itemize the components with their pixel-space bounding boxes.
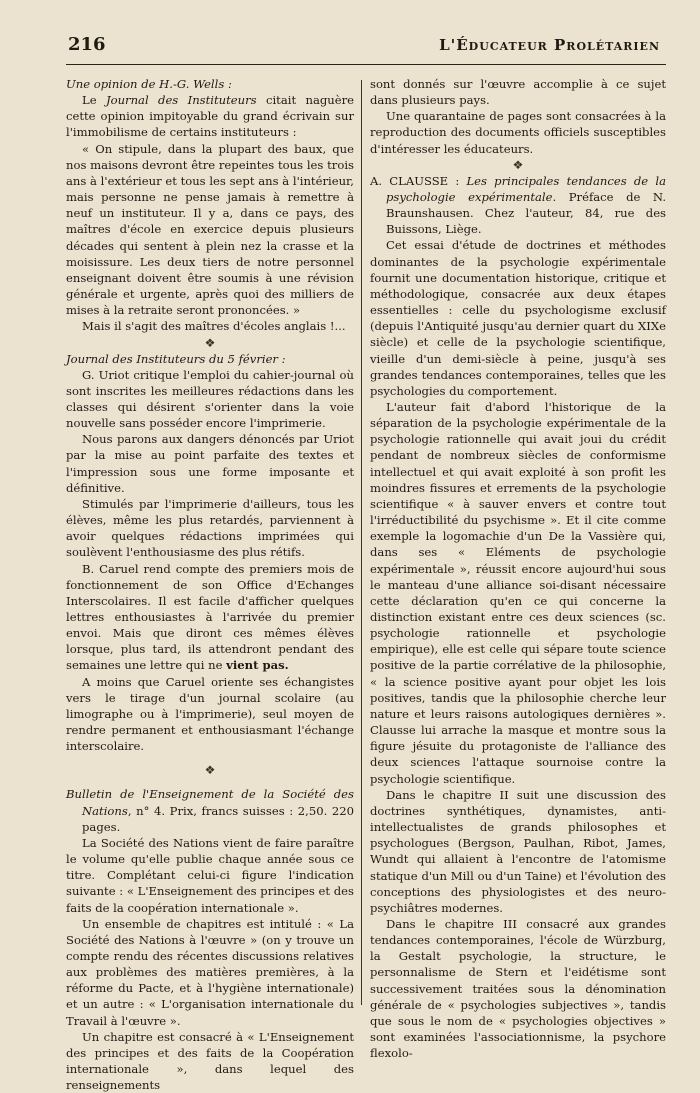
journal-title: Journal des Instituteurs — [105, 93, 257, 108]
paragraph: Dans le chapitre II suit une discussion des doctrines synthétiques, dynamistes, anti-intellectualistes de grands philosophes et psychologues (Bergson, Paulhan, Ribot, James, Wundt qui allaient à l'encontre de l'atomisme statique d'un Mill ou d'un Taine) et l'évolution des conceptions des physiologistes et des neuro-psychiâtres modernes. — [370, 787, 666, 915]
text: . Préface de N. Braunshausen. Chez l'auteur, 84, rue des Buissons, Liège. — [386, 189, 666, 237]
bulletin-title: Bulletin de l'Enseignement de la Société des Nations — [66, 787, 354, 818]
page-header — [66, 30, 666, 65]
book-title: Les principales tendances de la psychologie expérimentale — [386, 173, 666, 204]
paragraph: La Société des Nations vient de faire paraître le volume qu'elle publie chaque année sous ce titre. Complétant celui-ci figure l'indication suivante : « L'Enseignement des principes et des faits de la coopération internationale ». — [66, 835, 354, 915]
left-column — [66, 76, 355, 1093]
paragraph: sont donnés sur l'œuvre accomplie à ce sujet dans plusieurs pays. — [370, 77, 666, 108]
ornament-icon: ❖ — [512, 157, 524, 172]
running-title: L'Éducateur Prolétarien — [439, 36, 660, 54]
paragraph — [66, 561, 354, 674]
paragraph: Un chapitre est consacré à « L'Enseignement des principes et des faits de la Coopération internationale », dans lequel des renseignements — [66, 1029, 354, 1093]
clausse-reference — [370, 173, 666, 238]
ornament-icon: ❖ — [204, 335, 216, 350]
paragraph: Une quarantaine de pages sont consacrées à la reproduction des documents officiels susceptibles d'intéresser les éducateurs. — [370, 109, 666, 156]
page-number: 216 — [68, 34, 106, 55]
spacer — [66, 754, 354, 762]
paragraph: G. Uriot critique l'emploi du cahier-journal où sont inscrites les meilleures rédactions dans les classes qui désirent s'orienter dans la voie nouvelle sans posséder encore l'imprimerie. — [66, 367, 354, 431]
paragraph: A moins que Caruel oriente ses échangistes vers le tirage d'un journal scolaire (au limographe ou à l'imprimerie), seul moyen de rendre permanent et enthousiasmant l'échange interscolaire. — [66, 674, 354, 754]
right-column — [370, 76, 666, 1061]
paragraph: Dans le chapitre III consacré aux grandes tendances contemporaines, l'école de Würzburg, la Gestalt psychologie, la structure, le personnalisme de Stern et l'eidétisme sont successivement traitées sous la dénomination générale de « psychologies subjectives », tandis que sous le nom de « psychologies objectives » sont examinées l'associationnisme, la psychore flexolo- — [370, 916, 666, 1061]
paragraph — [66, 92, 354, 140]
text: citait naguère cette opinion impitoyable du grand écrivain sur l'immobilisme de certains instituteurs : — [66, 93, 355, 140]
text: B. Caruel rend compte des premiers mois de fonctionnement de son Office d'Echanges Interscolaires. Il est facile d'afficher quelques lettres enthousiastes à l'arrivée du premier envoi. Mais que diront ces mêmes élèves lorsque, plus tard, ils attendront pendant des semaines une lettre qui ne — [66, 561, 354, 673]
emphasis: vient pas. — [226, 658, 289, 673]
text: , n° 4. Prix, francs suisses : 2,50. 220 pages. — [82, 803, 354, 834]
paragraph: Un ensemble de chapitres est intitulé : « La Société des Nations à l'œuvre » (on y trouve un compte rendu des récentes discussions relatives aux problèmes des matières premières, à la réforme du Pacte, et à l'hygiène internationale) et un autre : « L'organisation internationale du Travail à l'œuvre ». — [66, 916, 354, 1028]
text: Le — [82, 93, 106, 108]
column-divider — [361, 80, 362, 1005]
paragraph: Nous parons aux dangers dénoncés par Uriot par la mise au point parfaite des textes et l'impression sous une forme imposante et définitive. — [66, 432, 354, 495]
ornament-icon: ❖ — [204, 763, 216, 778]
author: A. CLAUSSE : — [370, 173, 467, 188]
paragraph: Stimulés par l'imprimerie d'ailleurs, tous les élèves, même les plus retardés, parviennent à avoir quelques rédactions imprimées qui soulèvent l'enthousiasme des plus rétifs. — [66, 496, 354, 560]
bulletin-reference — [66, 786, 354, 834]
paragraph: L'auteur fait d'abord l'historique de la séparation de la psychologie expérimentale de la psychologie rationnelle qui avait joui du crédit pendant de nombreux siècles de conformisme intellectuel et qui avait exploité à son profit les moindres fissures et errements de la psychologie scientifique « à sauver envers et contre tout l'irréductibilité du psychisme ». Et il cite comme exemple la logomachie d'un De la Vassière qui, dans ses « Eléments de psychologie expérimentale », réussit encore aujourd'hui sous le manteau d'une alliance soi-disant nécessaire cette déclaration qu'en ce qui concerne la distinction existant entre ces deux sciences (sc. psychologie rationnelle et psychologie empirique), elle est celle qui sépare toute science positive de la partie corrélative de la philosophie, « la science positive ayant pour objet les lois positives, tandis que la philosophie cherche leur nature et leurs raisons autologiques dernières ». Clausse lui arrache la masque et montre sous la figure jésuite du protagoniste de l'alliance des deux sciences l'attaque sournoise contre la psychologie scientifique. — [370, 399, 666, 786]
spacer — [66, 778, 354, 786]
section-heading-journal: Journal des Instituteurs du 5 février : — [66, 351, 286, 366]
paragraph: Mais il s'agit des maîtres d'écoles anglais !... — [82, 319, 346, 334]
paragraph: Cet essai d'étude de doctrines et méthodes dominantes de la psychologie expérimentale fournit une documentation historique, critique et méthodologique, consacrée aux deux étapes essentielles : celle du psychologisme exclusif (depuis l'Antiquité jusqu'au dernier quart du XIXe siècle) et celle de la psychologie scientifique, vieille d'un demi-siècle à peine, jusqu'à ses grandes tendances contemporaines, telles que les psychologies du comportement. — [370, 238, 666, 398]
section-heading-wells: Une opinion de H.-G. Wells : — [66, 77, 232, 91]
quote-paragraph: « On stipule, dans la plupart des baux, que nos maisons devront être repeintes tous les trois ans à l'extérieur et tous les sept ans à l'intérieur, mais personne ne pense jamais à remettre à neuf un instituteur. Il y a, dans ce pays, des maîtres d'école en exercice depuis plusieurs décades qui sentent à plein nez la crasse et la moisissure. Les deux tiers de notre personnel enseignant doivent être soumis à une révision générale et urgente, après quoi des milliers de mises à la retraite seront prononcées. » — [66, 141, 354, 318]
